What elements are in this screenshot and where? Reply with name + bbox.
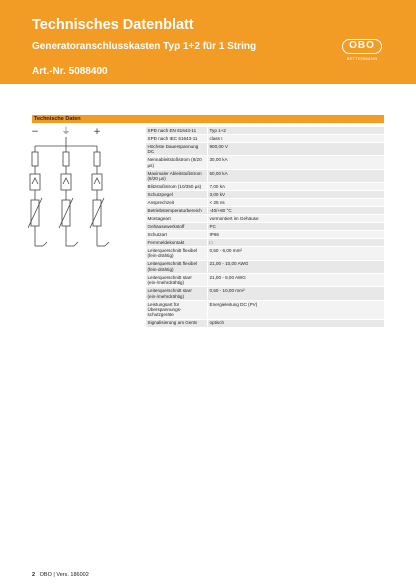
table-row (146, 301, 384, 319)
branch-ground (59, 152, 78, 246)
spec-label: Blitzstoßstrom (10/350 µs) (146, 183, 207, 190)
gap-icon (30, 174, 40, 190)
spec-value: 3,00 kV (208, 191, 384, 198)
article-number: Art.-Nr. 5088400 (32, 66, 108, 77)
spec-value: -40/+80 °C (208, 207, 384, 214)
spec-value: PC (208, 223, 384, 230)
spec-label: Höchste Dauerspannung DC (146, 143, 207, 155)
table-row (146, 156, 384, 168)
spec-label: Leistungsart für Überspannungs-schutzgeräte (146, 301, 207, 319)
spec-label: Maximaler Ableitstoßstrom (8/20 µs) (146, 170, 207, 182)
ground-bus (35, 137, 97, 152)
spec-value: 21,00 - 10,00 AWG (208, 261, 384, 273)
fuse-icon (63, 152, 69, 166)
section-title: Technische Daten (34, 116, 81, 122)
table-row (146, 287, 384, 299)
spec-label: Schutzpegel (146, 191, 207, 198)
spec-value: < 25 ns (208, 199, 384, 206)
table-row (146, 215, 384, 222)
spec-value: 21,00 - 8,00 AWG (208, 274, 384, 286)
table-row (146, 247, 384, 259)
plus-terminal-label: + (93, 127, 101, 137)
minus-terminal-label: − (31, 127, 39, 137)
gap-icon (61, 174, 71, 190)
table-row (146, 320, 384, 327)
spec-value: 0,50 - 6,00 mm² (208, 247, 384, 259)
table-row (146, 135, 384, 142)
table-row (146, 191, 384, 198)
spec-value: □ (208, 239, 384, 246)
table-row (146, 231, 384, 238)
spec-value: class I (208, 135, 384, 142)
obo-logo (342, 39, 382, 61)
table-row (146, 170, 384, 182)
spec-label: Nennableitstoßstrom (8/20 µs) (146, 156, 207, 168)
circuit-diagram (28, 124, 128, 274)
spec-value: 0,50 - 10,00 mm² (208, 287, 384, 299)
spec-label: Montageart (146, 215, 207, 222)
spec-label: SPD nach EN 61643-11 (146, 127, 207, 134)
table-row (146, 207, 384, 214)
spec-value: 50,00 kA (208, 170, 384, 182)
spec-label: Betriebstemperaturbereich (146, 207, 207, 214)
spec-label: Gehäusewerkstoff (146, 223, 207, 230)
spec-value: vormontiert im Gehäuse (208, 215, 384, 222)
spec-label: Leiterquerschnitt flexibel (fein-drähtig) (146, 247, 207, 259)
table-row (146, 274, 384, 286)
gap-icon (92, 174, 102, 190)
document-subtitle: Generatoranschlusskasten Typ 1+2 für 1 String (32, 41, 257, 52)
branch-plus (90, 152, 109, 246)
spec-value: IP66 (208, 231, 384, 238)
branch-minus (28, 152, 47, 246)
table-row (146, 183, 384, 190)
document-title: Technisches Datenblatt (32, 17, 194, 33)
spec-value: optisch (208, 320, 384, 327)
fuse-icon (32, 152, 38, 166)
spec-label: Leiterquerschnitt flexibel (fein-drähtig) (146, 261, 207, 273)
spec-label: Leiterquerschnitt starr (ein-/mehrdrähtig) (146, 287, 207, 299)
spec-value: 7,00 kA (208, 183, 384, 190)
fuse-icon (94, 152, 100, 166)
table-row (146, 127, 384, 134)
specs-table (146, 127, 384, 328)
spec-label: Ansprechzeit (146, 199, 207, 206)
spec-label: Fernmeldekontakt (146, 239, 207, 246)
header-banner (0, 0, 416, 84)
table-row (146, 261, 384, 273)
table-row (146, 239, 384, 246)
logo-text: OBO (342, 39, 382, 54)
table-row (146, 199, 384, 206)
spec-label: SPD nach IEC 61643-11 (146, 135, 207, 142)
table-row (146, 143, 384, 155)
spec-value: 30,00 kA (208, 156, 384, 168)
ground-terminal-label: ⏚ (61, 127, 71, 137)
spec-label: Leiterquerschnitt starr (ein-/mehrdrähtig) (146, 274, 207, 286)
section-header (32, 115, 384, 123)
footer-text: OBO | Vers. 186002 (39, 572, 89, 578)
table-row (146, 223, 384, 230)
spec-value: Typ 1+2 (208, 127, 384, 134)
logo-subtext: BETTERMANN (346, 56, 378, 61)
page-number: 2 (32, 572, 36, 578)
spec-label: Schutzart (146, 231, 207, 238)
spec-value: 900,00 V (208, 143, 384, 155)
spec-value: Energieleitung DC (PV) (208, 301, 384, 319)
page-footer (32, 572, 89, 578)
spec-label: Signalisierung am Gerät (146, 320, 207, 327)
